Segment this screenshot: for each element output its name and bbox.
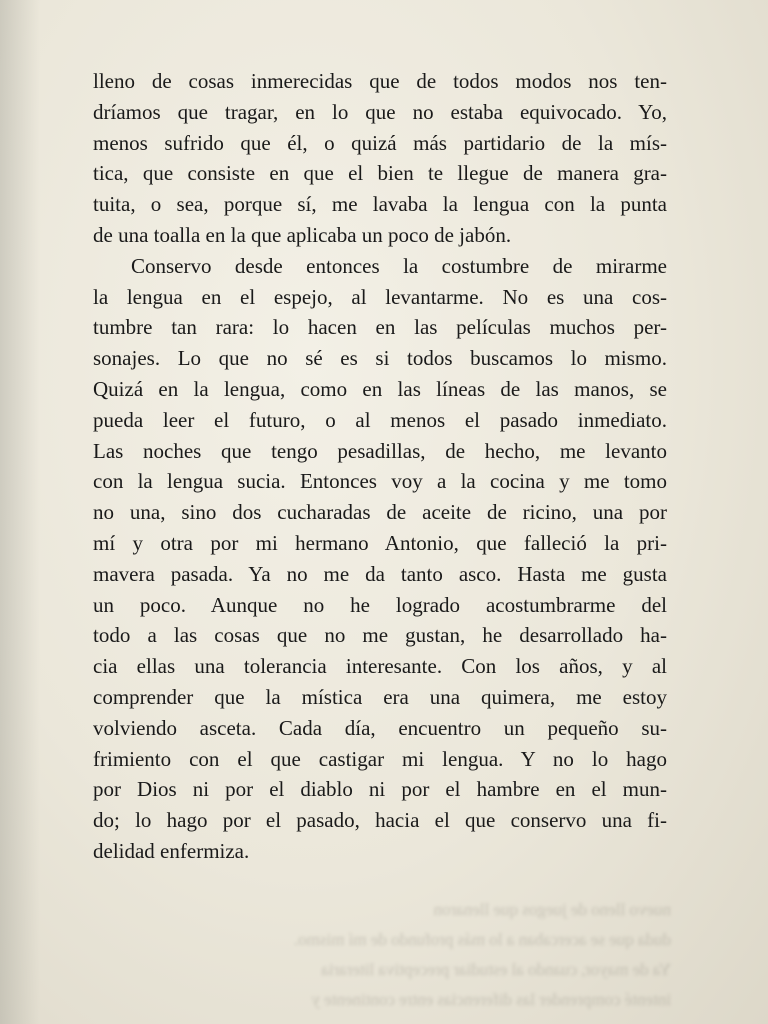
- text-line: do; lo hago por el pasado, hacia el que conservo una fi-: [93, 808, 667, 833]
- text-line: la lengua en el espejo, al levantarme. No es una cos-: [93, 284, 667, 309]
- paragraph-2: [93, 251, 667, 867]
- text-line: mí y otra por mi hermano Antonio, que falleció la pri-: [93, 530, 667, 555]
- paragraph-1: [93, 66, 667, 251]
- text-line: Quizá en la lengua, como en las líneas de las manos, se: [93, 376, 667, 401]
- text-line: dríamos que tragar, en lo que no estaba equivocado. Yo,: [93, 99, 667, 124]
- text-line: sonajes. Lo que no sé es si todos buscamos lo mismo.: [93, 346, 667, 371]
- text-line: menos sufrido que él, o quizá más partidario de la mís-: [93, 130, 667, 155]
- text-line: comprender que la mística era una quimera, me estoy: [93, 684, 667, 709]
- page-gutter-shadow: [0, 0, 40, 1024]
- text-line: Conservo desde entonces la costumbre de mirarme: [131, 253, 667, 278]
- text-line: de una toalla en la que aplicaba un poco de jabón.: [93, 222, 512, 247]
- text-line: todo a las cosas que no me gustan, he desarrollado ha-: [93, 623, 667, 648]
- text-line: frimiento con el que castigar mi lengua. Y no lo hago: [93, 746, 667, 771]
- text-line: volviendo asceta. Cada día, encuentro un pequeño su-: [93, 715, 667, 740]
- text-line: lleno de cosas inmerecidas que de todos modos nos ten-: [93, 69, 667, 93]
- body-text: [93, 66, 667, 867]
- text-line: no una, sino dos cucharadas de aceite de ricino, una por: [93, 500, 667, 525]
- text-line: pueda leer el futuro, o al menos el pasado inmediato.: [93, 407, 667, 432]
- text-line: un poco. Aunque no he logrado acostumbrarme del: [93, 592, 667, 617]
- text-line: tumbre tan rara: lo hacen en las películas muchos per-: [93, 315, 667, 340]
- text-line: delidad enfermiza.: [93, 838, 250, 863]
- bleed-through-text: nuevo lleno de juegos que llenaron duda que se acercaban a lo más profundo de mí mismo. Ya de mayor, cuando al estudiar preceptiva literaria intenté comprender las diferencias entre continente y: [293, 900, 671, 1009]
- text-line: con la lengua sucia. Entonces voy a la cocina y me tomo: [93, 469, 667, 494]
- text-line: tica, que consiste en que el bien te llegue de manera gra-: [93, 161, 667, 186]
- text-line: por Dios ni por el diablo ni por el hambre en el mun-: [93, 777, 667, 802]
- text-line: mavera pasada. Ya no me da tanto asco. Hasta me gusta: [93, 561, 667, 586]
- text-line: Las noches que tengo pesadillas, de hecho, me levanto: [93, 438, 667, 463]
- text-line: cia ellas una tolerancia interesante. Con los años, y al: [93, 654, 667, 679]
- text-line: tuita, o sea, porque sí, me lavaba la lengua con la punta: [93, 192, 667, 217]
